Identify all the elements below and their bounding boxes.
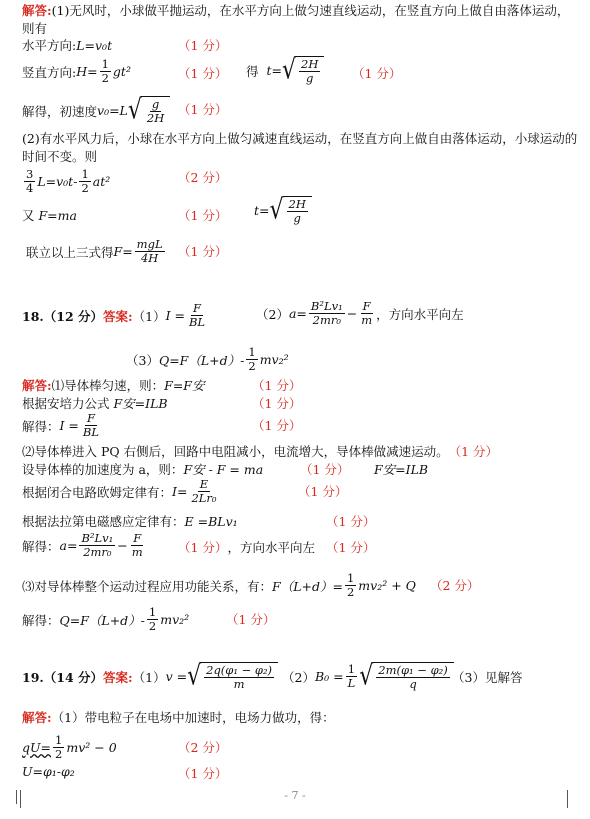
horizontal-equation: L=v₀t	[76, 37, 113, 53]
de-label: 得	[246, 63, 259, 79]
p19-solution-label: 解答:	[22, 710, 52, 725]
score-badge: （1 分）	[226, 612, 276, 627]
p18-s2-row	[22, 394, 168, 412]
p19-a2-row	[282, 662, 454, 691]
p17-force-row	[26, 238, 167, 265]
sqrt-velocity: √ $\frac{\text{2q(φ₁ − φ₂)}}{m}$	[187, 662, 278, 691]
score-badge: （1 分）	[178, 540, 228, 555]
p19-s2-row: qU= $\frac{1}{2}$ mv² − 0	[22, 733, 117, 761]
p19-a2-label: （2）	[282, 669, 315, 685]
p18-s8-text: 解得：	[22, 538, 60, 554]
p19-s3-row	[22, 764, 75, 779]
score-badge: （2 分）	[430, 578, 480, 593]
fraction-F-BL: $\frac{F}{BL}$	[188, 301, 206, 329]
p17-t2-row: t= √ $\frac{2H}{g}$	[254, 196, 312, 225]
p18-a2-label: （2）	[256, 306, 289, 322]
lianli-label: 联立以上三式得	[26, 244, 114, 260]
p18-s9-text: ⑶对导体棒整个运动过程应用功能关系，有：	[22, 578, 273, 594]
vertical-equation: H=	[76, 64, 98, 79]
p18-s5-equation-2: F安=ILB	[374, 462, 429, 477]
fraction-F-m: $\frac{F}{m}$	[361, 299, 373, 327]
p17-v0-row	[22, 96, 170, 125]
p18-a3-row: （3） Q=F（L+d）- $\frac{1}{2}$ mv₂²	[126, 345, 289, 373]
p18-a2-direction: ，方向水平向左	[376, 306, 464, 322]
p18-s9-equation: F（L+d）=	[272, 578, 343, 594]
sqrt-2H-over-g: √ $\frac{2H}{g}$	[282, 56, 324, 85]
fraction-three-quarters: $\frac{3}{4}$	[26, 167, 34, 195]
p18-s1-text: ⑴导体棒匀速，则：	[51, 378, 165, 393]
p18-s10-equation: Q=F（L+d）-	[59, 612, 145, 628]
p18-s3-text: 解得：	[22, 418, 60, 434]
p18-a2-equation: a=	[288, 306, 307, 321]
p19-s2-equation: qU=	[22, 740, 52, 755]
fraction-1-L: $\frac{1}{L}$	[347, 662, 356, 690]
fraction-half: $\frac{1}{2}$	[81, 167, 89, 195]
score-badge: （1 分）	[178, 66, 228, 81]
p19-heading: 19.（14 分）	[22, 669, 103, 685]
fraction-B2Lv1: $\frac{\text{B²Lv₁}}{\text{2mr₀}}$	[310, 299, 343, 327]
f-ma-equation: F=ma	[38, 207, 77, 223]
fraction-mgL-4H: $\frac{\text{mgL}}{4H}$	[136, 237, 163, 265]
fraction-E-2Lr0: $\frac{E}{\text{2Lr₀}}$	[191, 477, 217, 505]
fraction-half: $\frac{1}{2}$	[248, 345, 256, 373]
fraction-F-m: $\frac{F}{m}$	[131, 531, 143, 559]
score-badge: （1 分）	[326, 514, 376, 529]
p18-s2-equation: F安=ILB	[113, 396, 168, 411]
horizontal-label: 水平方向:	[22, 38, 77, 53]
p18-s8-row: 解得： a= $\frac{\text{B²Lv₁}}{\text{2mr₀}}$ − $\frac{F}{m}$	[22, 531, 143, 559]
p18-s6-text: 根据闭合电路欧姆定律有：	[22, 484, 173, 500]
p18-s6-equation: I=	[172, 484, 188, 499]
t-equation: t=	[266, 63, 282, 78]
score-badge: （1 分）	[298, 484, 348, 499]
p18-s9-row: ⑶对导体棒整个运动过程应用功能关系，有： F（L+d）= $\frac{1}{2}$ mv₂² + Q	[22, 571, 416, 599]
p18-a3-label: （3）	[126, 352, 159, 368]
score-badge: （1 分）	[252, 418, 302, 433]
p17-part2: (2)有水平风力后，小球在水平方向上做匀减速直线运动，在竖直方向上做自由落体运动，小球运动的时间不变。则	[22, 131, 578, 164]
sqrt-field: √ $\frac{\text{2m(φ₁ − φ₂)}}{q}$	[359, 662, 454, 691]
p18-s3-equation: I =	[59, 418, 79, 433]
eq34-equation: L=v₀t-	[37, 174, 78, 189]
p18-s10-text: 解得：	[22, 612, 60, 628]
p19-a2-equation: B₀ =	[314, 669, 344, 684]
p17-vertical-row: 竖直方向: H= $\frac{1}{2}$ gt²	[22, 57, 131, 85]
p18-s10-row: 解得： Q=F（L+d）- $\frac{1}{2}$ mv₂²	[22, 605, 190, 633]
p19-a1-equation: v =	[165, 669, 188, 684]
p18-s5-row	[22, 460, 263, 478]
p18-s1-row	[22, 376, 204, 394]
p19-answer-label: 答案:	[103, 669, 133, 685]
p18-s8-direction: ，方向水平向左	[227, 540, 315, 555]
p19-a3: （3）见解答	[452, 670, 523, 685]
p17-fma-row	[22, 206, 77, 224]
you-label: 又	[22, 208, 35, 223]
p18-s7-row	[22, 512, 238, 530]
force-equation: F=	[113, 244, 133, 259]
p18-s7-equation: E =BLv₁	[184, 513, 238, 529]
vertical-label: 竖直方向:	[22, 64, 77, 80]
p19-answer-row	[22, 662, 278, 691]
p18-s4-row	[22, 442, 498, 460]
p17-intro-text: (1)无风时，小球做平抛运动，在水平方向上做匀速直线运动，在竖直方向上做自由落体运动，则有	[22, 3, 570, 36]
p19-s1-row	[22, 708, 335, 726]
fraction-B2Lv1: $\frac{\text{B²Lv₁}}{\text{2mr₀}}$	[81, 531, 114, 559]
p19-s1-text: （1）带电粒子在电场中加速时，电场力做功，得：	[51, 710, 335, 725]
score-badge: （1 分）	[252, 378, 302, 393]
score-badge: （1 分）	[178, 766, 228, 781]
score-badge: （1 分）	[178, 102, 228, 117]
p18-answer-row	[22, 302, 209, 329]
score-badge: （1 分）	[448, 444, 499, 459]
score-badge: （1 分）	[352, 66, 402, 81]
p17-answer-label: 解答:	[22, 3, 52, 18]
p18-s4-text: ⑵导体棒进入 PQ 右侧后，回路中电阻减小，电流增大，导体棒做减速运动。	[22, 444, 449, 459]
fraction-half: $\frac{1}{2}$	[346, 571, 355, 599]
v0-equation: v₀=L	[97, 103, 128, 118]
p17-intro	[22, 2, 578, 38]
page-number: - 7 -	[284, 789, 306, 802]
v0-label: 解得，初速度	[22, 103, 98, 119]
score-badge: （1 分）	[178, 208, 228, 223]
p18-s3-row	[22, 412, 103, 439]
p18-solution-label: 解答:	[22, 378, 52, 393]
fraction-F-BL: $\frac{F}{BL}$	[82, 411, 99, 439]
p18-heading: 18.（12 分）	[22, 308, 103, 324]
score-badge: （1 分）	[300, 462, 350, 477]
p18-s6-row	[22, 478, 221, 505]
p18-a3-equation: Q=F（L+d）-	[158, 352, 245, 368]
sqrt-g-over-2H: √ $\frac{g}{2H}$	[128, 96, 170, 125]
p18-answer-label: 答案:	[103, 308, 133, 324]
p18-s7-text: 根据法拉第电磁感应定律有：	[22, 514, 185, 529]
score-badge: （1 分）	[326, 540, 376, 555]
p18-s5-text: 设导体棒的加速度为 a，则：	[22, 462, 184, 477]
p18-a1-label: （1）	[132, 308, 166, 324]
fraction-half: $\frac{1}{2}$	[101, 57, 109, 85]
p18-s5-equation: F安 - F = ma	[183, 462, 264, 477]
score-badge: （2 分）	[178, 170, 228, 185]
score-badge: （1 分）	[252, 396, 302, 411]
score-badge: （1 分）	[178, 244, 228, 259]
p17-horizontal-row	[22, 36, 112, 54]
p18-s8-tail	[178, 538, 315, 556]
p18-a2-row: （2） a= $\frac{\text{B²Lv₁}}{\text{2mr₀}}$ − $\frac{F}{m}$ ，方向水平向左	[256, 299, 464, 327]
p18-s2-text: 根据安培力公式	[22, 396, 110, 411]
fraction-half: $\frac{1}{2}$	[55, 733, 63, 761]
p18-a1-equation: I =	[165, 308, 185, 323]
p17-t-row	[246, 56, 324, 85]
p18-s1-equation: F=F安	[164, 378, 205, 393]
score-badge: （2 分）	[178, 740, 228, 755]
p19-a1-label: （1）	[132, 669, 166, 685]
p19-s3-equation: U=φ₁-φ₂	[22, 764, 75, 779]
fraction-half: $\frac{1}{2}$	[148, 605, 157, 633]
score-badge: （1 分）	[178, 38, 228, 53]
p17-eq34-row: $\frac{3}{4}$ L=v₀t- $\frac{1}{2}$ at²	[26, 167, 111, 195]
sqrt-2H-over-g: √ $\frac{2H}{g}$	[270, 196, 312, 225]
p18-s8-equation: a=	[59, 538, 78, 553]
